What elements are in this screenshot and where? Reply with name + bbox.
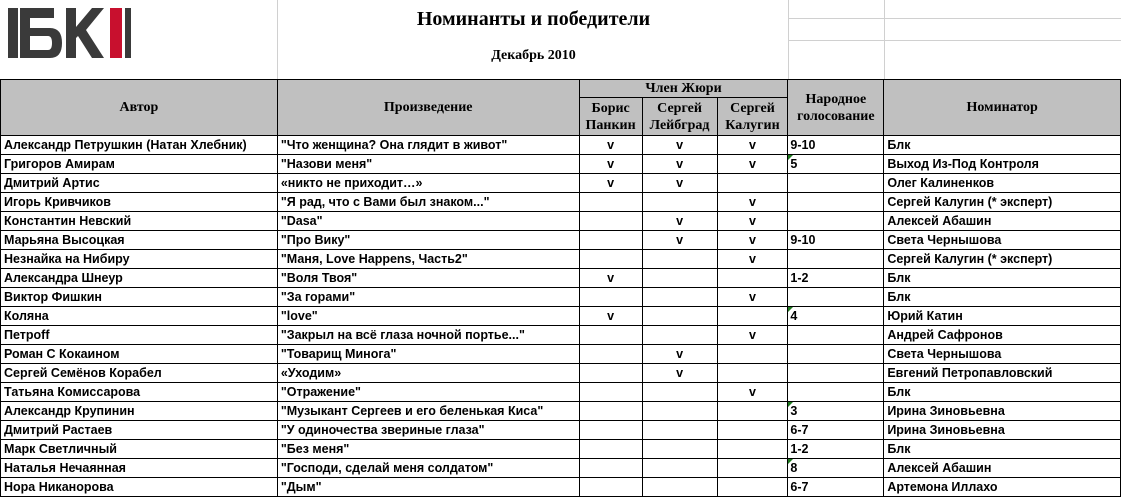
jury-vote-cell[interactable] xyxy=(717,269,788,288)
header-jury-member[interactable]: Сергей Лейбград xyxy=(642,98,717,136)
nominator-cell[interactable] xyxy=(884,364,1121,383)
work-text: "Отражение" xyxy=(280,385,361,399)
jury-vote-cell[interactable] xyxy=(642,421,717,440)
jury-vote-cell[interactable] xyxy=(642,402,717,421)
work-text: "Без меня" xyxy=(280,442,350,456)
work-cell[interactable] xyxy=(277,136,579,155)
jury-vote-cell[interactable] xyxy=(579,174,642,193)
jury-vote-text: v xyxy=(676,366,684,380)
jury-vote-cell[interactable] xyxy=(642,193,717,212)
nominator-cell[interactable] xyxy=(884,326,1121,345)
header-jury-member[interactable]: Борис Панкин xyxy=(579,98,642,136)
author-cell[interactable] xyxy=(1,250,278,269)
jury-vote-text: v xyxy=(748,328,756,342)
author-cell[interactable] xyxy=(1,288,278,307)
table-row[interactable] xyxy=(1,383,1121,402)
nominator-cell[interactable] xyxy=(884,231,1121,250)
popular-vote-cell[interactable] xyxy=(788,231,884,250)
nominator-text: Евгений Петропавловский xyxy=(887,366,1053,380)
work-cell[interactable] xyxy=(277,307,579,326)
popular-vote-cell[interactable] xyxy=(788,250,884,269)
jury-vote-text: v xyxy=(748,157,756,171)
jury-vote-cell[interactable] xyxy=(642,155,717,174)
nominator-text: Блк xyxy=(887,442,911,456)
title-cell[interactable] xyxy=(277,0,789,79)
popular-vote-cell[interactable] xyxy=(788,440,884,459)
table-row[interactable] xyxy=(1,155,1121,174)
author-cell[interactable] xyxy=(1,383,278,402)
author-text: Марк Светличный xyxy=(4,442,117,456)
work-cell[interactable] xyxy=(277,402,579,421)
jury-vote-text: v xyxy=(676,138,684,152)
jury-vote-text: v xyxy=(748,252,756,266)
nominator-text: Алексей Абашин xyxy=(887,461,992,475)
jury-vote-cell[interactable] xyxy=(579,250,642,269)
jury-vote-cell[interactable] xyxy=(579,212,642,231)
author-text: Игорь Кривчиков xyxy=(4,195,111,209)
jury-vote-cell[interactable] xyxy=(642,459,717,478)
jury-vote-cell[interactable] xyxy=(579,326,642,345)
author-cell[interactable] xyxy=(1,402,278,421)
work-cell[interactable] xyxy=(277,288,579,307)
work-text: "Музыкант Сергеев и его беленькая Киса" xyxy=(280,404,544,418)
jury-vote-cell[interactable] xyxy=(717,459,788,478)
jury-vote-cell[interactable] xyxy=(642,478,717,497)
jury-vote-cell[interactable] xyxy=(579,345,642,364)
header-nominator[interactable]: Номинатор xyxy=(884,80,1121,136)
jury-vote-cell[interactable] xyxy=(642,345,717,364)
nominator-cell[interactable] xyxy=(884,174,1121,193)
author-cell[interactable] xyxy=(1,364,278,383)
header-jury-member[interactable]: Сергей Калугин xyxy=(717,98,788,136)
nominator-text: Олег Калиненков xyxy=(887,176,995,190)
jury-vote-cell[interactable] xyxy=(579,402,642,421)
author-cell[interactable] xyxy=(1,193,278,212)
popular-vote-cell[interactable] xyxy=(788,174,884,193)
table-row[interactable] xyxy=(1,402,1121,421)
jury-vote-text: v xyxy=(607,176,615,190)
popular-vote-cell[interactable] xyxy=(788,212,884,231)
nominator-cell[interactable] xyxy=(884,269,1121,288)
author-text: Дмитрий Растаев xyxy=(4,423,113,437)
jury-vote-cell[interactable] xyxy=(642,307,717,326)
popular-vote-cell[interactable] xyxy=(788,421,884,440)
page-title: Номинанты и победители xyxy=(416,8,651,30)
popular-vote-cell[interactable] xyxy=(788,345,884,364)
popular-vote-cell[interactable] xyxy=(788,326,884,345)
nominator-cell[interactable] xyxy=(884,478,1121,497)
jury-vote-text: v xyxy=(748,138,756,152)
jury-vote-cell[interactable] xyxy=(717,231,788,250)
popular-vote-cell[interactable] xyxy=(788,288,884,307)
jury-vote-cell[interactable] xyxy=(717,288,788,307)
empty-header-cells[interactable] xyxy=(788,0,1121,79)
author-cell[interactable] xyxy=(1,440,278,459)
jury-vote-cell[interactable] xyxy=(717,478,788,497)
author-text: Виктор Фишкин xyxy=(4,290,102,304)
table-row[interactable] xyxy=(1,345,1121,364)
work-cell[interactable] xyxy=(277,440,579,459)
jury-vote-cell[interactable] xyxy=(717,250,788,269)
popular-vote-text: 9-10 xyxy=(790,138,816,152)
author-cell[interactable] xyxy=(1,174,278,193)
table-row[interactable] xyxy=(1,250,1121,269)
author-text: Марьяна Высоцкая xyxy=(4,233,125,247)
work-cell[interactable] xyxy=(277,459,579,478)
popular-vote-text: 1-2 xyxy=(790,442,809,456)
work-text: "Маня, Love Happens, Часть2" xyxy=(280,252,468,266)
jury-vote-text: v xyxy=(676,347,684,361)
popular-vote-cell[interactable] xyxy=(788,459,884,478)
author-text: Роман С Кокаином xyxy=(4,347,120,361)
work-cell[interactable] xyxy=(277,231,579,250)
nominator-text: Света Чернышова xyxy=(887,233,1002,247)
nominator-cell[interactable] xyxy=(884,440,1121,459)
jury-vote-cell[interactable] xyxy=(642,364,717,383)
work-cell[interactable] xyxy=(277,174,579,193)
nominator-text: Артемона Иллахо xyxy=(887,480,998,494)
author-cell[interactable] xyxy=(1,421,278,440)
table-row[interactable] xyxy=(1,288,1121,307)
header-popular-vote[interactable]: Народное голосование xyxy=(788,80,884,136)
nominator-cell[interactable] xyxy=(884,155,1121,174)
header-work[interactable]: Произведение xyxy=(277,80,579,136)
jury-vote-text: v xyxy=(748,385,756,399)
jury-vote-cell[interactable] xyxy=(579,193,642,212)
table-row[interactable] xyxy=(1,269,1121,288)
comment-marker-icon xyxy=(788,155,793,160)
comment-marker-icon xyxy=(788,459,793,464)
jury-vote-cell[interactable] xyxy=(717,364,788,383)
popular-vote-text: 6-7 xyxy=(790,423,809,437)
jury-vote-cell[interactable] xyxy=(579,231,642,250)
jury-vote-text: v xyxy=(748,214,756,228)
jury-vote-cell[interactable] xyxy=(717,345,788,364)
work-cell[interactable] xyxy=(277,326,579,345)
jury-vote-text: v xyxy=(607,309,615,323)
header-jury[interactable]: Член Жюри xyxy=(579,80,788,98)
author-cell[interactable] xyxy=(1,231,278,250)
popular-vote-cell[interactable] xyxy=(788,193,884,212)
nominator-text: Сергей Калугин (* эксперт) xyxy=(887,195,1053,209)
jury-vote-cell[interactable] xyxy=(717,155,788,174)
jury-vote-text: v xyxy=(676,233,684,247)
jury-vote-cell[interactable] xyxy=(717,326,788,345)
logo-cell[interactable] xyxy=(0,0,277,79)
jury-vote-text: v xyxy=(676,176,684,190)
work-cell[interactable] xyxy=(277,364,579,383)
nominator-cell[interactable] xyxy=(884,288,1121,307)
work-cell[interactable] xyxy=(277,193,579,212)
nominator-text: Алексей Абашин xyxy=(887,214,992,228)
author-text: Наталья Нечаянная xyxy=(4,461,126,475)
nominator-text: Ирина Зиновьевна xyxy=(887,404,1005,418)
table-body xyxy=(1,136,1121,497)
jury-vote-text: v xyxy=(607,271,615,285)
author-cell[interactable] xyxy=(1,269,278,288)
work-text: "Товарищ Минога" xyxy=(280,347,397,361)
jury-vote-cell[interactable] xyxy=(579,288,642,307)
popular-vote-cell[interactable] xyxy=(788,307,884,326)
work-text: "love" xyxy=(280,309,318,323)
jury-vote-cell[interactable] xyxy=(579,459,642,478)
popular-vote-cell[interactable] xyxy=(788,383,884,402)
author-text: Коляна xyxy=(4,309,49,323)
author-cell[interactable] xyxy=(1,326,278,345)
jury-vote-cell[interactable] xyxy=(717,212,788,231)
jury-vote-text: v xyxy=(748,290,756,304)
nominator-text: Сергей Калугин (* эксперт) xyxy=(887,252,1053,266)
logo xyxy=(6,5,135,61)
author-cell[interactable] xyxy=(1,307,278,326)
nominator-text: Выход Из-Под Контроля xyxy=(887,157,1039,171)
author-text: Григоров Амирам xyxy=(4,157,115,171)
work-text: "Закрыл на всё глаза ночной портье..." xyxy=(280,328,525,342)
author-text: Александр Петрушкин (Натан Хлебник) xyxy=(4,138,247,152)
work-text: "Назови меня" xyxy=(280,157,373,171)
author-text: Александр Крупинин xyxy=(4,404,135,418)
table-row[interactable] xyxy=(1,231,1121,250)
author-text: Петроff xyxy=(4,328,50,342)
work-cell[interactable] xyxy=(277,383,579,402)
work-text: "Воля Твоя" xyxy=(280,271,358,285)
jury-vote-text: v xyxy=(607,157,615,171)
jury-vote-cell[interactable] xyxy=(579,440,642,459)
popular-vote-text: 1-2 xyxy=(790,271,809,285)
nominator-text: Света Чернышова xyxy=(887,347,1002,361)
popular-vote-cell[interactable] xyxy=(788,478,884,497)
jury-vote-cell[interactable] xyxy=(642,231,717,250)
table-row[interactable] xyxy=(1,364,1121,383)
author-text: Дмитрий Артис xyxy=(4,176,100,190)
nominator-text: Ирина Зиновьевна xyxy=(887,423,1005,437)
work-text: «Уходим» xyxy=(280,366,342,380)
jury-vote-cell[interactable] xyxy=(579,136,642,155)
jury-vote-cell[interactable] xyxy=(642,212,717,231)
work-cell[interactable] xyxy=(277,345,579,364)
jury-vote-cell[interactable] xyxy=(642,383,717,402)
jury-vote-cell[interactable] xyxy=(579,421,642,440)
nominator-text: Юрий Катин xyxy=(887,309,963,323)
work-cell[interactable] xyxy=(277,250,579,269)
work-text: «никто не приходит…» xyxy=(280,176,423,190)
jury-vote-cell[interactable] xyxy=(642,174,717,193)
table-row[interactable] xyxy=(1,193,1121,212)
header-author[interactable]: Автор xyxy=(1,80,278,136)
author-text: Сергей Семёнов Корабел xyxy=(4,366,162,380)
popular-vote-text: 8 xyxy=(790,461,798,475)
jury-vote-cell[interactable] xyxy=(717,193,788,212)
author-cell[interactable] xyxy=(1,459,278,478)
work-text: "У одиночества звериные глаза" xyxy=(280,423,485,437)
jury-vote-cell[interactable] xyxy=(642,326,717,345)
work-cell[interactable] xyxy=(277,212,579,231)
nominator-text: Блк xyxy=(887,290,911,304)
nominator-cell[interactable] xyxy=(884,250,1121,269)
popular-vote-text: 6-7 xyxy=(790,480,809,494)
author-text: Константин Невский xyxy=(4,214,132,228)
table-row[interactable] xyxy=(1,440,1121,459)
popular-vote-text: 5 xyxy=(790,157,798,171)
nominator-text: Блк xyxy=(887,385,911,399)
author-cell[interactable] xyxy=(1,478,278,497)
author-text: Татьяна Комиссарова xyxy=(4,385,141,399)
work-cell[interactable] xyxy=(277,155,579,174)
work-cell[interactable] xyxy=(277,269,579,288)
nominator-text: Андрей Сафронов xyxy=(887,328,1003,342)
nominator-text: Блк xyxy=(887,138,911,152)
work-text: "Я рад, что с Вами был знаком..." xyxy=(280,195,490,209)
author-text: Незнайка на Нибиру xyxy=(4,252,130,266)
work-text: "Господи, сделай меня солдатом" xyxy=(280,461,494,475)
author-text: Нора Никанорова xyxy=(4,480,114,494)
author-cell[interactable] xyxy=(1,136,278,155)
nominator-cell[interactable] xyxy=(884,307,1121,326)
jury-vote-cell[interactable] xyxy=(717,174,788,193)
popular-vote-text: 4 xyxy=(790,309,798,323)
popular-vote-text: 3 xyxy=(790,404,798,418)
nominator-text: Блк xyxy=(887,271,911,285)
table-row[interactable] xyxy=(1,326,1121,345)
jury-vote-cell[interactable] xyxy=(717,383,788,402)
work-text: "Дым" xyxy=(280,480,322,494)
author-cell[interactable] xyxy=(1,345,278,364)
jury-vote-cell[interactable] xyxy=(717,421,788,440)
table-row[interactable] xyxy=(1,174,1121,193)
jury-vote-cell[interactable] xyxy=(717,136,788,155)
nominator-cell[interactable] xyxy=(884,136,1121,155)
jury-vote-text: v xyxy=(607,138,615,152)
nominator-cell[interactable] xyxy=(884,421,1121,440)
jury-vote-cell[interactable] xyxy=(579,364,642,383)
nominator-cell[interactable] xyxy=(884,383,1121,402)
jury-vote-cell[interactable] xyxy=(642,269,717,288)
table-row[interactable] xyxy=(1,307,1121,326)
nominator-cell[interactable] xyxy=(884,345,1121,364)
table-row[interactable] xyxy=(1,136,1121,155)
jury-vote-cell[interactable] xyxy=(717,307,788,326)
work-text: "Что женщина? Она глядит в живот" xyxy=(280,138,508,152)
jury-vote-cell[interactable] xyxy=(642,440,717,459)
jury-vote-cell[interactable] xyxy=(642,250,717,269)
nominator-cell[interactable] xyxy=(884,402,1121,421)
jury-vote-text: v xyxy=(676,214,684,228)
work-cell[interactable] xyxy=(277,478,579,497)
nominator-cell[interactable] xyxy=(884,459,1121,478)
jury-vote-cell[interactable] xyxy=(717,402,788,421)
comment-marker-icon xyxy=(788,402,793,407)
table-row[interactable] xyxy=(1,421,1121,440)
nominator-cell[interactable] xyxy=(884,212,1121,231)
jury-vote-cell[interactable] xyxy=(579,307,642,326)
jury-vote-cell[interactable] xyxy=(579,155,642,174)
page-subtitle: Декабрь 2010 xyxy=(491,48,576,63)
nominator-cell[interactable] xyxy=(884,193,1121,212)
jury-vote-text: v xyxy=(748,233,756,247)
jury-vote-cell[interactable] xyxy=(579,269,642,288)
jury-vote-text: v xyxy=(676,157,684,171)
jury-vote-cell[interactable] xyxy=(717,440,788,459)
popular-vote-cell[interactable] xyxy=(788,269,884,288)
work-text: "Dasa" xyxy=(280,214,323,228)
table-row[interactable] xyxy=(1,459,1121,478)
popular-vote-cell[interactable] xyxy=(788,155,884,174)
author-cell[interactable] xyxy=(1,212,278,231)
table-row[interactable] xyxy=(1,212,1121,231)
jury-vote-cell[interactable] xyxy=(579,383,642,402)
jury-vote-text: v xyxy=(748,195,756,209)
author-text: Александра Шнеур xyxy=(4,271,123,285)
work-text: "За горами" xyxy=(280,290,356,304)
table-row[interactable] xyxy=(1,478,1121,497)
author-cell[interactable] xyxy=(1,155,278,174)
nominees-table xyxy=(0,79,1121,497)
popular-vote-cell[interactable] xyxy=(788,136,884,155)
popular-vote-cell[interactable] xyxy=(788,364,884,383)
jury-vote-cell[interactable] xyxy=(579,478,642,497)
work-text: "Про Вику" xyxy=(280,233,351,247)
jury-vote-cell[interactable] xyxy=(642,288,717,307)
comment-marker-icon xyxy=(788,307,793,312)
work-cell[interactable] xyxy=(277,421,579,440)
jury-vote-cell[interactable] xyxy=(642,136,717,155)
popular-vote-cell[interactable] xyxy=(788,402,884,421)
popular-vote-text: 9-10 xyxy=(790,233,816,247)
